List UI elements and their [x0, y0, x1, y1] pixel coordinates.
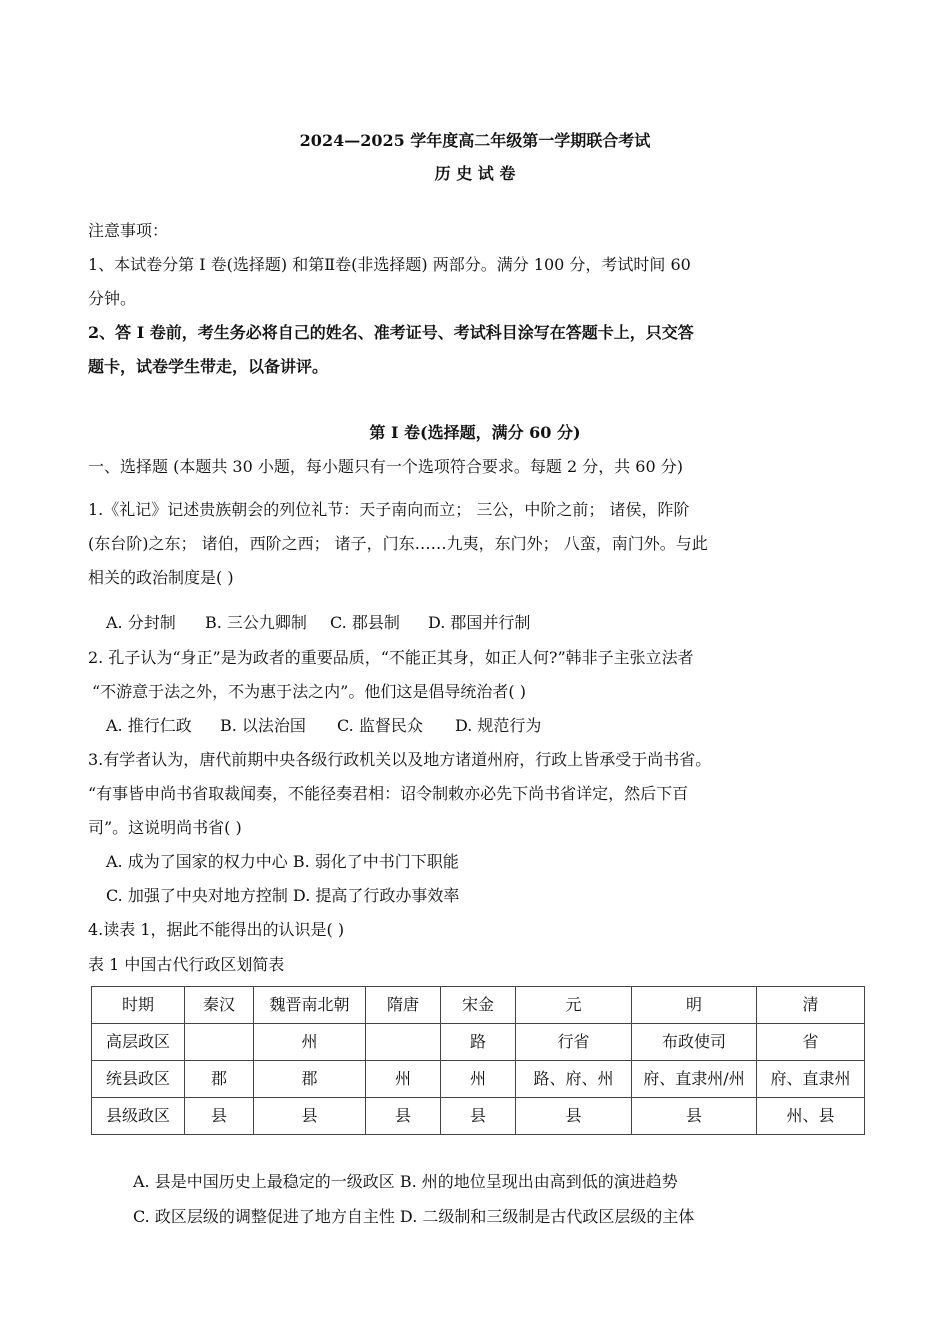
table-header-cell: 清: [757, 987, 865, 1024]
table-row: [92, 1061, 865, 1098]
table-cell: 布政使司: [632, 1024, 757, 1061]
q3-stem-line-2: “有事皆申尚书省取裁闻奏，不能径奏君相：诏令制敕亦必先下尚书省详定，然后下百: [88, 784, 689, 803]
notice-item-2-line-1: 2、答 I 卷前，考生务必将自己的姓名、准考证号、考试科目涂写在答题卡上，只交答: [88, 323, 694, 342]
table-cell: 行省: [516, 1024, 632, 1061]
q2-option-c: C. 监督民众: [337, 716, 423, 735]
q1-stem-line-2: (东台阶)之东； 诸伯，西阶之西； 诸子，门东……九夷，东门外； 八蛮，南门外。与此: [88, 534, 708, 553]
q3-options-cd: C. 加强了中央对地方控制 D. 提高了行政办事效率: [106, 886, 460, 905]
exam-subtitle: 历 史 试 卷: [434, 164, 516, 183]
table-header-cell: 元: [516, 987, 632, 1024]
table-cell: [185, 1024, 254, 1061]
table-cell: 县: [185, 1098, 254, 1135]
q3-stem-line-1: 3.有学者认为，唐代前期中央各级行政机关以及地方诸道州府，行政上皆承受于尚书省。: [88, 750, 712, 769]
q4-options-cd: C. 政区层级的调整促进了地方自主性 D. 二级制和三级制是古代政区层级的主体: [133, 1207, 695, 1226]
q2-stem-line-1: 2. 孔子认为“身正”是为政者的重要品质，“不能正其身，如正人何?”韩非子主张立法者: [88, 648, 694, 667]
table-cell: 府、直隶州: [757, 1061, 865, 1098]
table-cell: 县: [516, 1098, 632, 1135]
table-cell: 县: [366, 1098, 441, 1135]
table-cell: 郡: [185, 1061, 254, 1098]
q4-stem-line-1: 4.读表 1，据此不能得出的认识是( ): [88, 920, 345, 939]
q1-option-d: D. 郡国并行制: [428, 613, 531, 632]
table-cell: 路、府、州: [516, 1061, 632, 1098]
table-cell: 州: [254, 1024, 366, 1061]
table-header-cell: 时期: [92, 987, 185, 1024]
q2-options: [106, 718, 541, 734]
table-header-cell: 魏晋南北朝: [254, 987, 366, 1024]
q3-options-ab: A. 成为了国家的权力中心 B. 弱化了中书门下职能: [106, 852, 459, 871]
table-header-cell: 隋唐: [366, 987, 441, 1024]
table-header-cell: 宋金: [441, 987, 516, 1024]
q4-options-ab: A. 县是中国历史上最稳定的一级政区 B. 州的地位呈现出由高到低的演进趋势: [133, 1172, 678, 1191]
table-row: [92, 1024, 865, 1061]
table-cell: 统县政区: [92, 1061, 185, 1098]
table-cell: 府、直隶州/州: [632, 1061, 757, 1098]
q3-stem-line-3: 司”。这说明尚书省( ): [88, 818, 242, 837]
section-instructions: 一、选择题 (本题共 30 小题，每小题只有一个选项符合要求。每题 2 分，共 60 分): [88, 457, 683, 476]
section-title: 第 I 卷(选择题，满分 60 分): [369, 423, 581, 442]
table-cell: 郡: [254, 1061, 366, 1098]
q1-option-a: A. 分封制: [106, 613, 176, 632]
q1-option-b: B. 三公九卿制: [205, 613, 307, 632]
table-cell: 路: [441, 1024, 516, 1061]
exam-title: 2024—2025 学年度高二年级第一学期联合考试: [299, 131, 651, 150]
q2-option-b: B. 以法治国: [220, 716, 306, 735]
notice-item-1-line-2: 分钟。: [88, 289, 137, 308]
table-cell: 县级政区: [92, 1098, 185, 1135]
table-cell: 县: [632, 1098, 757, 1135]
notice-item-2-line-2: 题卡，试卷学生带走，以备讲评。: [88, 357, 329, 376]
table-header-row: [92, 987, 865, 1024]
q1-stem-line-1: 1.《礼记》记述贵族朝会的列位礼节：天子南向而立； 三公，中阶之前； 诸侯，阼阶: [88, 500, 690, 519]
table-cell: 高层政区: [92, 1024, 185, 1061]
q2-option-a: A. 推行仁政: [106, 716, 192, 735]
table-cell: [366, 1024, 441, 1061]
q4-table-caption: 表 1 中国古代行政区划简表: [88, 955, 285, 974]
notice-heading: 注意事项：: [88, 221, 169, 240]
table-cell: 县: [254, 1098, 366, 1135]
table-cell: 省: [757, 1024, 865, 1061]
q4-admin-table: [91, 986, 865, 1135]
q1-options: [106, 615, 530, 631]
q1-option-c: C. 郡县制: [330, 613, 400, 632]
table-cell: 州: [441, 1061, 516, 1098]
q1-stem-line-3: 相关的政治制度是( ): [88, 568, 234, 587]
q2-option-d: D. 规范行为: [455, 716, 542, 735]
table-header-cell: 秦汉: [185, 987, 254, 1024]
table-cell: 县: [441, 1098, 516, 1135]
table-cell: 州: [366, 1061, 441, 1098]
table-cell: 州、县: [757, 1098, 865, 1135]
q2-stem-line-2: “不游意于法之外，不为惠于法之内”。他们这是倡导统治者( ): [92, 682, 526, 701]
notice-item-1-line-1: 1、本试卷分第 I 卷(选择题) 和第Ⅱ卷(非选择题) 两部分。满分 100 分，考试时间 60: [88, 255, 691, 274]
table-header-cell: 明: [632, 987, 757, 1024]
table-row: [92, 1098, 865, 1135]
